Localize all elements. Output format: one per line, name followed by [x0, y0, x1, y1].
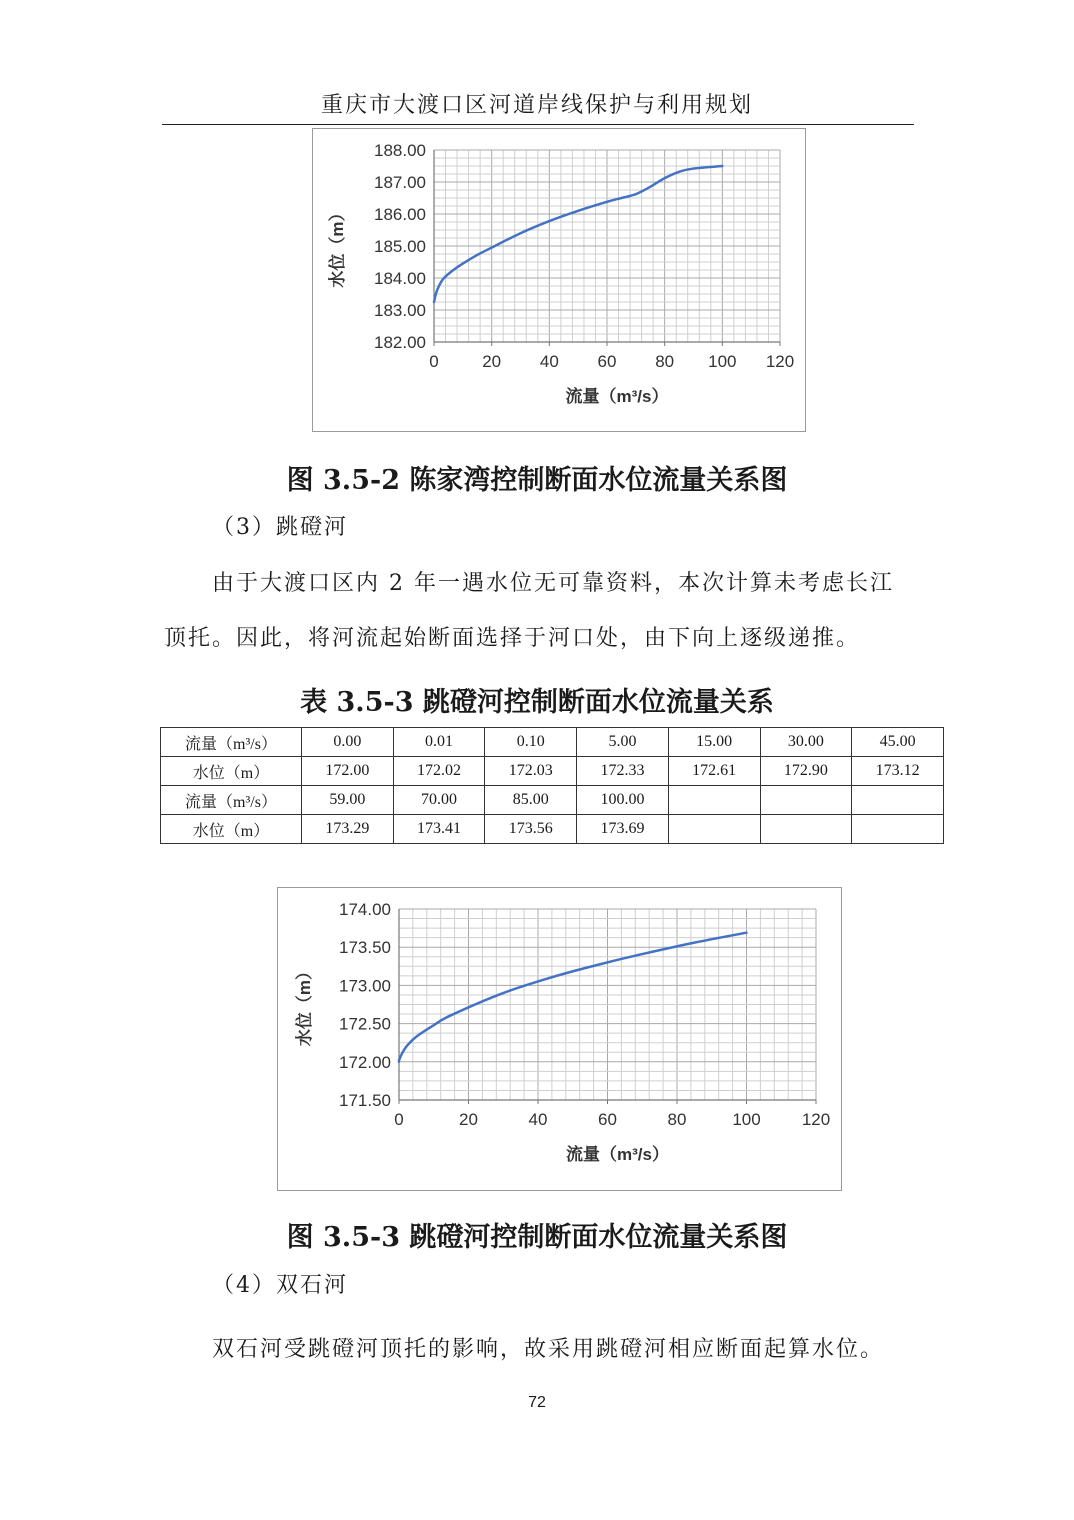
table-cell: 30.00 [760, 728, 852, 757]
chart1-frame [312, 128, 806, 432]
table-cell: 173.12 [852, 757, 944, 786]
x-tick-label: 100 [732, 1110, 761, 1129]
x-axis-title: 流量（m³/s） [565, 387, 669, 406]
chart2-caption: 图 3.5-3 跳磴河控制断面水位流量关系图 [286, 1222, 788, 1253]
section4-para: 双石河受跳磴河顶托的影响，故采用跳磴河相应断面起算水位。 [212, 1337, 885, 1362]
x-tick-label: 120 [765, 352, 795, 371]
row-label: 流量（m³/s） [161, 728, 302, 757]
chart1-caption: 图 3.5-2 陈家湾控制断面水位流量关系图 [286, 465, 788, 496]
x-tick-label: 120 [801, 1110, 831, 1129]
x-tick-label: 40 [539, 352, 559, 371]
y-tick-label: 183.00 [374, 301, 426, 320]
y-tick-label: 174.00 [339, 900, 391, 919]
x-tick-label: 80 [655, 352, 675, 371]
x-tick-label: 100 [708, 352, 737, 371]
y-tick-label: 172.00 [339, 1052, 391, 1072]
y-tick-label: 173.50 [339, 938, 391, 958]
table-row [161, 757, 944, 786]
section3-para-line2: 顶托。因此，将河流起始断面选择于河口处，由下向上逐级递推。 [164, 626, 861, 651]
y-tick-label: 188.00 [374, 141, 426, 160]
section3-heading: （3）跳磴河 [212, 515, 348, 540]
x-tick-label: 80 [667, 1110, 687, 1129]
table-row [161, 728, 944, 757]
y-tick-label: 186.00 [374, 205, 426, 224]
table-cell: 85.00 [485, 786, 577, 815]
x-tick-label: 20 [482, 352, 502, 371]
table-cell: 45.00 [852, 728, 944, 757]
header-rule [162, 124, 914, 125]
table-cell: 0.10 [485, 728, 577, 757]
y-tick-label: 187.00 [374, 173, 426, 192]
y-tick-label: 173.00 [339, 976, 391, 996]
running-header: 重庆市大渡口区河道岸线保护与利用规划 [320, 93, 753, 118]
chart2-frame [277, 887, 842, 1191]
table-cell: 5.00 [577, 728, 669, 757]
table-caption: 表 3.5-3 跳磴河控制断面水位流量关系 [300, 687, 774, 718]
table-cell: 172.33 [577, 757, 669, 786]
table-cell [760, 786, 852, 815]
flow-level-table [160, 727, 944, 844]
x-tick-label: 60 [597, 352, 617, 371]
x-tick-label: 60 [598, 1110, 617, 1129]
table-cell [852, 815, 944, 844]
table-cell: 173.41 [393, 815, 485, 844]
table-cell: 15.00 [668, 728, 760, 757]
x-tick-label: 20 [459, 1110, 478, 1129]
row-label: 水位（m） [161, 815, 302, 844]
table-cell: 172.00 [302, 757, 394, 786]
chart1-svg [313, 129, 804, 430]
table-cell: 0.01 [393, 728, 485, 757]
y-axis-title: 水位（m） [328, 204, 347, 288]
series-line [434, 166, 722, 302]
table-cell [668, 815, 760, 844]
table-cell: 173.29 [302, 815, 394, 844]
row-label: 水位（m） [161, 757, 302, 786]
page-number: 72 [528, 1394, 546, 1411]
row-label: 流量（m³/s） [161, 786, 302, 815]
table-cell: 172.03 [485, 757, 577, 786]
section3-para-line1: 由于大渡口区内 2 年一遇水位无可靠资料，本次计算未考虑长江 [212, 571, 894, 596]
y-tick-label: 184.00 [374, 269, 426, 288]
table-row [161, 815, 944, 844]
table-cell: 172.02 [393, 757, 485, 786]
x-axis-title: 流量（m³/s） [566, 1145, 669, 1164]
y-tick-label: 172.50 [339, 1014, 391, 1034]
y-tick-label: 185.00 [374, 237, 426, 256]
x-tick-label: 40 [528, 1110, 548, 1129]
table-cell [760, 815, 852, 844]
table-cell: 0.00 [302, 728, 394, 757]
section4-heading: （4）双石河 [212, 1273, 348, 1298]
table-cell: 70.00 [393, 786, 485, 815]
table-cell: 173.69 [577, 815, 669, 844]
y-axis-title: 水位（m） [295, 962, 314, 1047]
table-cell: 173.56 [485, 815, 577, 844]
x-tick-label: 0 [429, 352, 439, 371]
table-cell: 172.61 [668, 757, 760, 786]
table-cell: 59.00 [302, 786, 394, 815]
table-cell [668, 786, 760, 815]
table-cell: 100.00 [577, 786, 669, 815]
table-cell [852, 786, 944, 815]
chart2-svg [278, 888, 840, 1189]
table-cell: 172.90 [760, 757, 852, 786]
y-tick-label: 171.50 [339, 1091, 391, 1110]
x-tick-label: 0 [394, 1110, 404, 1129]
table-row [161, 786, 944, 815]
y-tick-label: 182.00 [374, 333, 426, 352]
